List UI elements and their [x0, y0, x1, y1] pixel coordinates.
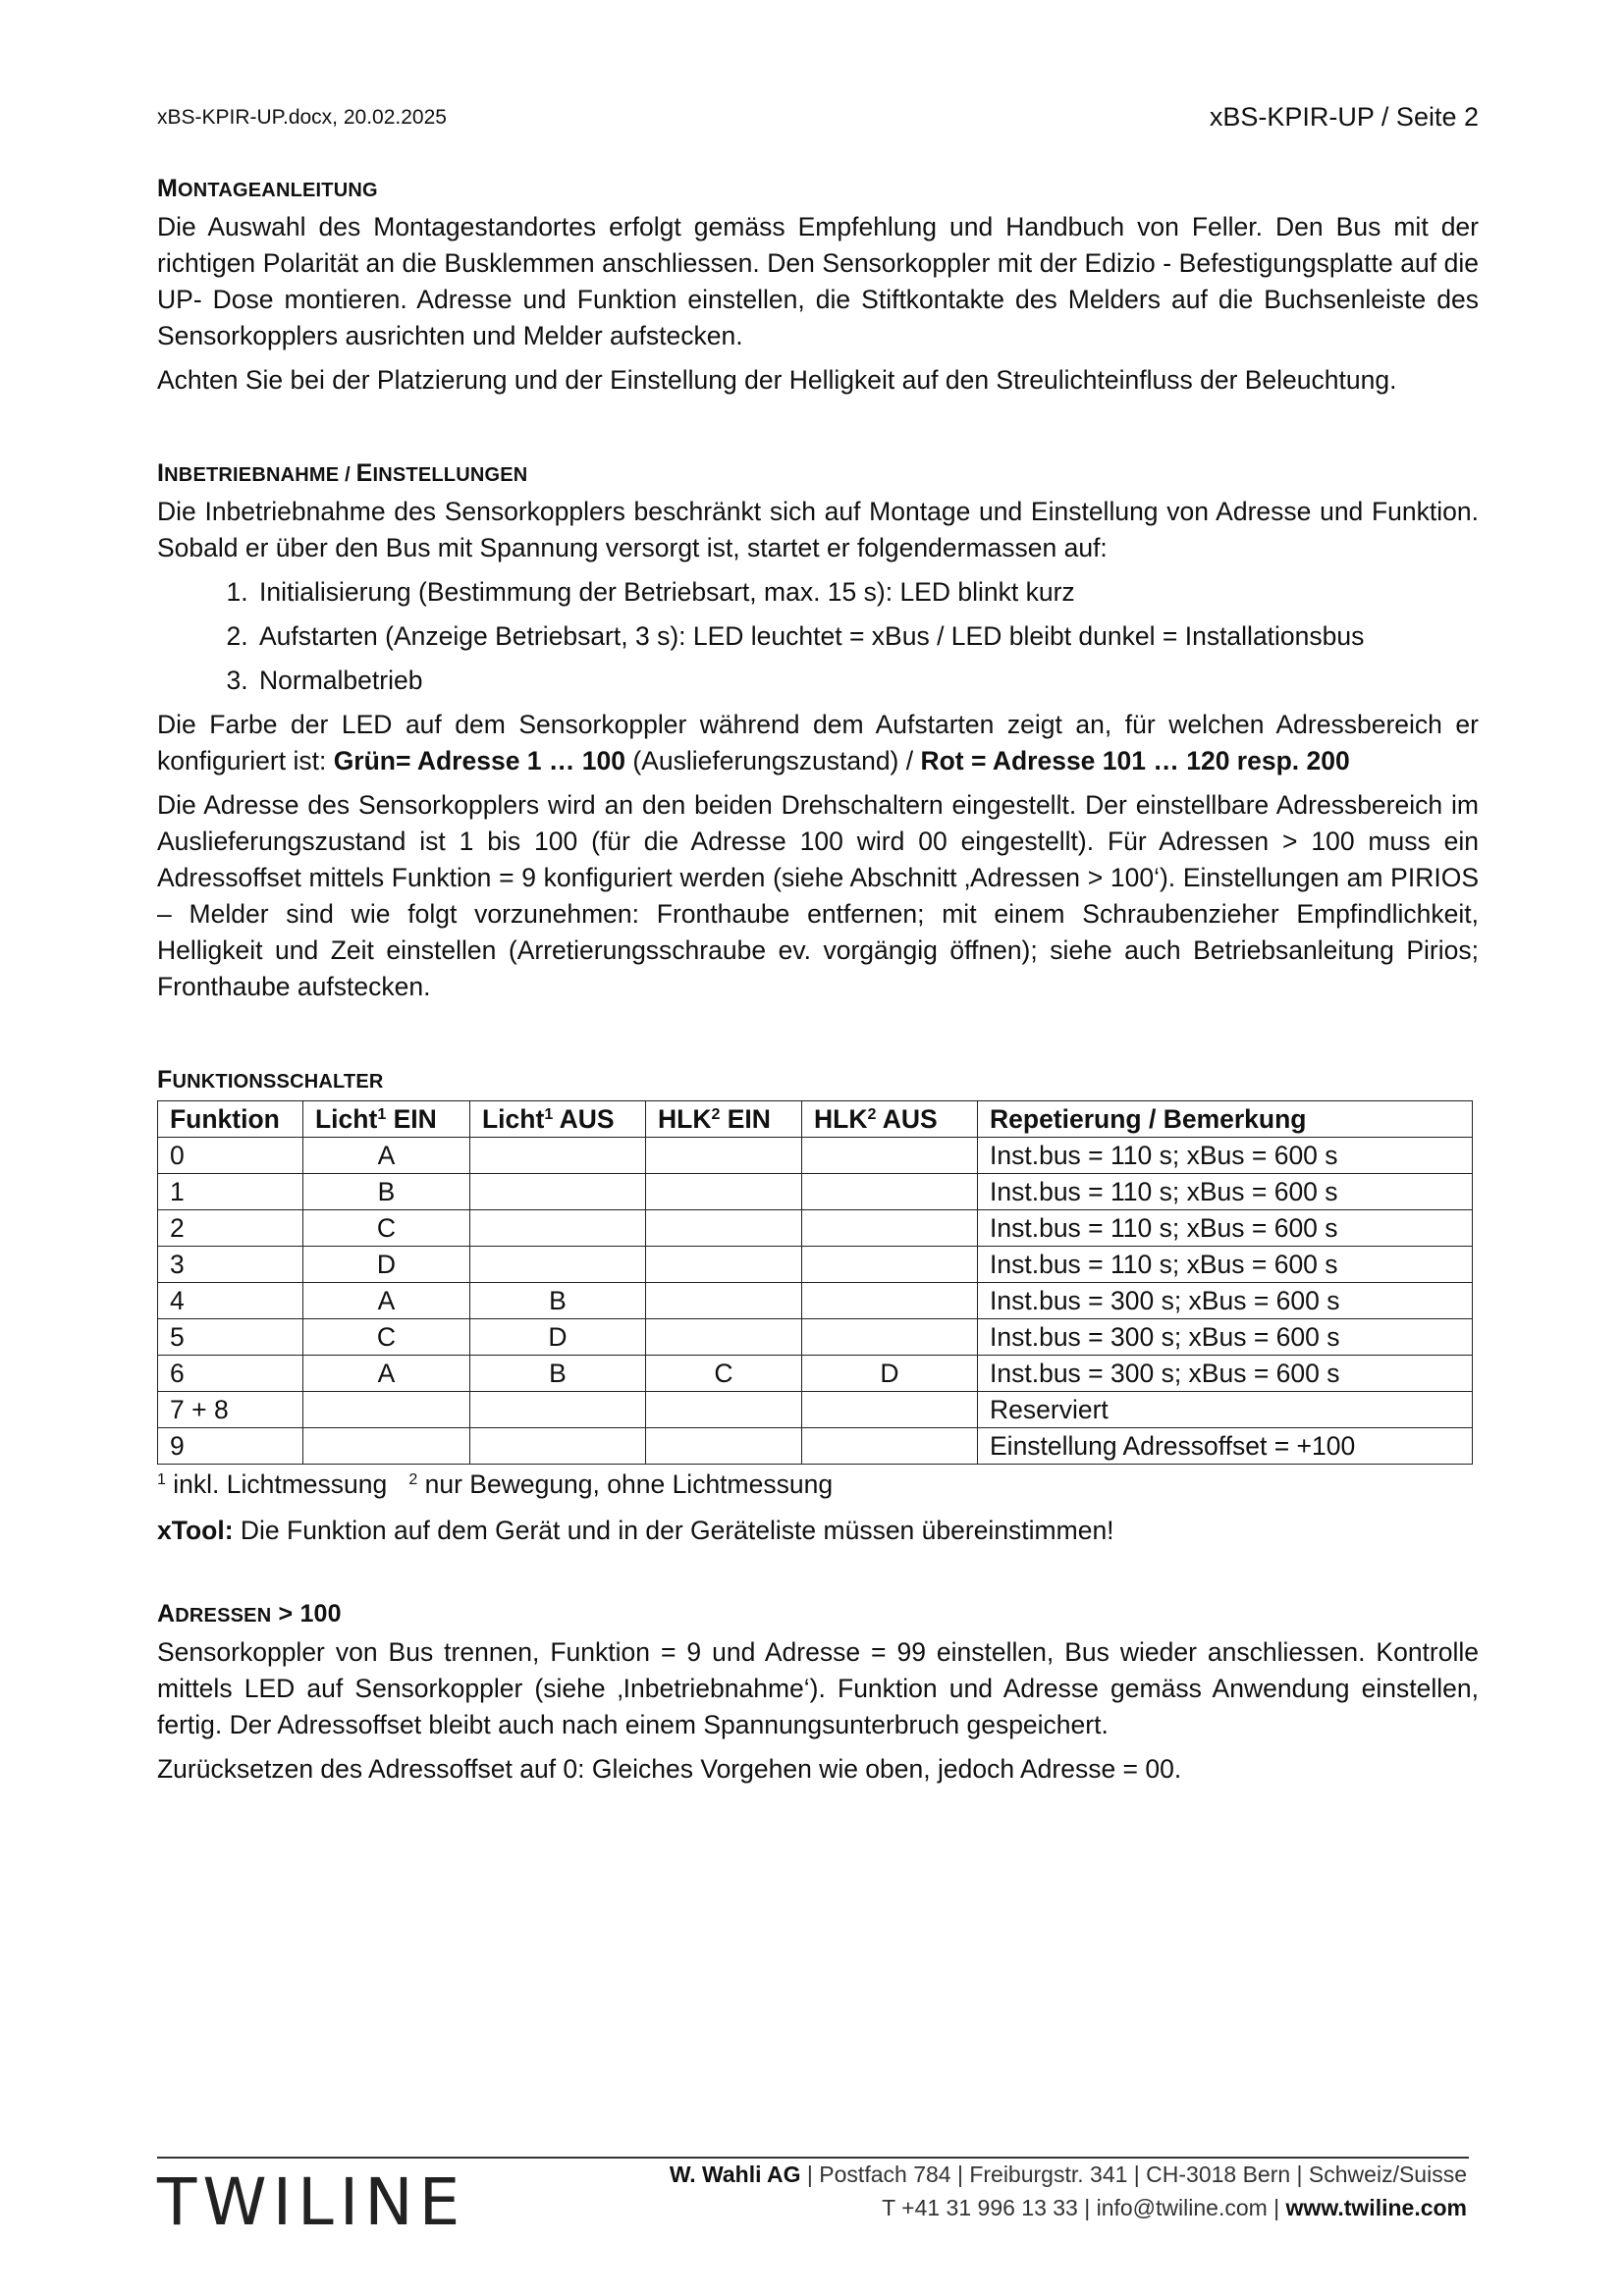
table-cell	[470, 1428, 646, 1465]
function-switch-table	[157, 1100, 1473, 1465]
table-cell: 5	[158, 1319, 303, 1356]
table-cell	[646, 1210, 802, 1247]
table-cell: 1	[158, 1174, 303, 1210]
table-row	[158, 1174, 1473, 1210]
table-row	[158, 1138, 1473, 1174]
table-cell	[646, 1138, 802, 1174]
adressen-paragraph-2: Zurücksetzen des Adressoffset auf 0: Gleiches Vorgehen wie oben, jedoch Adresse = 00.	[157, 1754, 1182, 1784]
section-title-adressen: ADRESSEN > 100	[157, 1600, 342, 1628]
table-footnotes: $^1$ inkl. Lichtmessung $^2$ nur Bewegung, ohne Lichtmessung	[157, 1469, 834, 1499]
table-cell: C	[303, 1319, 470, 1356]
inbetrieb-paragraph-3: Die Adresse des Sensorkopplers wird an den beiden Drehschaltern eingestellt. Der einstellbare Adressbereich im Auslieferungszustand ist 1 bis 100 (für die Adresse 100 wird 00 eingestellt). Für Adressen > 100 muss ein Adressoffset mittels Funktion = 9 konfiguriert werden (siehe Abschnitt ‚Adressen > 100‘). Einstellungen am PIRIOS – Melder sind wie folgt vorzunehmen: Fronthaube entfernen; mit einem Schraubenzieher Empfindlichkeit, Helligkeit und Zeit einstellen (Arretierungsschraube ev. vorgängig öffnen); siehe auch Betriebsanleitung Pirios; Fronthaube aufstecken.	[157, 790, 1479, 1001]
column-header-repetierung: Repetierung / Bemerkung	[978, 1101, 1473, 1138]
table-cell	[802, 1210, 978, 1247]
montage-paragraph-2: Achten Sie bei der Platzierung und der Einstellung der Helligkeit auf den Streulichteinfluss der Beleuchtung.	[157, 365, 1397, 395]
header-filename: xBS-KPIR-UP.docx, 20.02.2025	[157, 106, 447, 129]
document-body	[157, 171, 1479, 1795]
footer-divider	[157, 2157, 1469, 2159]
table-row	[158, 1283, 1473, 1319]
table-cell: B	[303, 1174, 470, 1210]
table-cell	[802, 1283, 978, 1319]
table-row	[158, 1428, 1473, 1465]
table-cell: 0	[158, 1138, 303, 1174]
inbetrieb-paragraph-1: Die Inbetriebnahme des Sensorkopplers beschränkt sich auf Montage und Einstellung von Adresse und Funktion. Sobald er über den Bus mit Spannung versorgt ist, startet er folgendermassen auf:	[157, 497, 1479, 562]
table-cell: 4	[158, 1283, 303, 1319]
table-cell	[802, 1174, 978, 1210]
table-cell: D	[802, 1356, 978, 1392]
startup-steps-list	[157, 574, 1479, 699]
inbetrieb-paragraph-2: Die Farbe der LED auf dem Sensorkoppler während dem Aufstarten zeigt an, für welchen Adressbereich er konfiguriert ist: Grün= Adresse 1 … 100 (Auslieferungszustand) / Rot = Adresse 101 … 120 resp. 200	[157, 710, 1479, 775]
column-header-funktion: Funktion	[158, 1101, 303, 1138]
table-cell: Reserviert	[978, 1392, 1473, 1428]
table-cell	[646, 1319, 802, 1356]
table-cell: 6	[158, 1356, 303, 1392]
table-cell: Inst.bus = 110 s; xBus = 600 s	[978, 1247, 1473, 1283]
table-cell	[646, 1428, 802, 1465]
column-header-licht-aus: Licht$^1$ AUS	[470, 1101, 646, 1138]
table-cell	[646, 1174, 802, 1210]
table-cell	[802, 1392, 978, 1428]
table-cell: A	[303, 1138, 470, 1174]
table-cell: 3	[158, 1247, 303, 1283]
section-title-funktionsschalter: FUNKTIONSSCHALTER	[157, 1066, 384, 1094]
table-row	[158, 1247, 1473, 1283]
footer-address: W. Wahli AG | Postfach 784 | Freiburgstr. 341 | CH-3018 Bern | Schweiz/Suisse	[669, 2162, 1467, 2187]
table-row	[158, 1319, 1473, 1356]
table-cell: 7 + 8	[158, 1392, 303, 1428]
table-cell: Einstellung Adressoffset = +100	[978, 1428, 1473, 1465]
table-cell	[470, 1138, 646, 1174]
twiline-logo: TWILINE	[157, 2164, 466, 2240]
section-title-montage: MONTAGEANLEITUNG	[157, 175, 378, 202]
table-cell: C	[646, 1356, 802, 1392]
table-cell	[303, 1392, 470, 1428]
column-header-hlk-ein: HLK$^2$ EIN	[646, 1101, 802, 1138]
section-title-inbetriebnahme: INBETRIEBNAHME / EINSTELLUNGEN	[157, 459, 528, 487]
montage-paragraph-1: Die Auswahl des Montagestandortes erfolgt gemäss Empfehlung und Handbuch von Feller. Den Bus mit der richtigen Polarität an die Busklemmen anschliessen. Den Sensorkoppler mit der Edizio - Befestigungsplatte auf die UP- Dose montieren. Adresse und Funktion einstellen, die Stiftkontakte des Melders auf die Buchsenleiste des Sensorkopplers ausrichten und Melder aufstecken.	[157, 212, 1479, 350]
xtool-note: xTool: Die Funktion auf dem Gerät und in der Geräteliste müssen übereinstimmen!	[157, 1516, 1114, 1545]
table-cell: B	[470, 1356, 646, 1392]
table-cell	[802, 1428, 978, 1465]
table-cell: B	[470, 1283, 646, 1319]
table-cell	[470, 1174, 646, 1210]
table-cell	[646, 1283, 802, 1319]
table-row	[158, 1356, 1473, 1392]
list-item: 3. Normalbetrieb	[255, 663, 1479, 699]
table-row	[158, 1392, 1473, 1428]
table-cell: Inst.bus = 300 s; xBus = 600 s	[978, 1356, 1473, 1392]
table-cell: Inst.bus = 110 s; xBus = 600 s	[978, 1138, 1473, 1174]
table-cell	[646, 1392, 802, 1428]
table-cell: A	[303, 1283, 470, 1319]
table-cell: Inst.bus = 300 s; xBus = 600 s	[978, 1319, 1473, 1356]
column-header-hlk-aus: HLK$^2$ AUS	[802, 1101, 978, 1138]
table-header-row	[158, 1101, 1473, 1138]
column-header-licht-ein: Licht$^1$ EIN	[303, 1101, 470, 1138]
table-cell	[470, 1392, 646, 1428]
table-cell: D	[303, 1247, 470, 1283]
table-cell: Inst.bus = 300 s; xBus = 600 s	[978, 1283, 1473, 1319]
table-cell	[303, 1428, 470, 1465]
list-item: 2. Aufstarten (Anzeige Betriebsart, 3 s): LED leuchtet = xBus / LED bleibt dunkel = Installationsbus	[255, 618, 1479, 655]
table-cell: Inst.bus = 110 s; xBus = 600 s	[978, 1174, 1473, 1210]
table-body	[158, 1138, 1473, 1465]
table-cell: D	[470, 1319, 646, 1356]
table-cell	[646, 1247, 802, 1283]
table-cell: Inst.bus = 110 s; xBus = 600 s	[978, 1210, 1473, 1247]
table-cell	[802, 1319, 978, 1356]
table-cell	[470, 1210, 646, 1247]
table-cell	[802, 1138, 978, 1174]
footer-contact: T +41 31 996 13 33 | info@twiline.com | www.twiline.com	[882, 2195, 1467, 2220]
list-item: 1. Initialisierung (Bestimmung der Betriebsart, max. 15 s): LED blinkt kurz	[255, 574, 1479, 611]
table-cell	[470, 1247, 646, 1283]
table-cell: C	[303, 1210, 470, 1247]
table-cell: 2	[158, 1210, 303, 1247]
table-cell: A	[303, 1356, 470, 1392]
table-cell	[802, 1247, 978, 1283]
table-row	[158, 1210, 1473, 1247]
header-page-label: xBS-KPIR-UP / Seite 2	[1209, 102, 1479, 132]
adressen-paragraph-1: Sensorkoppler von Bus trennen, Funktion = 9 und Adresse = 99 einstellen, Bus wieder anschliessen. Kontrolle mittels LED auf Sensorkoppler (siehe ‚Inbetriebnahme‘). Funktion und Adresse gemäss Anwendung einstellen, fertig. Der Adressoffset bleibt auch nach einem Spannungsunterbruch gespeichert.	[157, 1637, 1479, 1739]
table-cell: 9	[158, 1428, 303, 1465]
footer-web-link[interactable]: www.twiline.com	[1285, 2195, 1467, 2220]
